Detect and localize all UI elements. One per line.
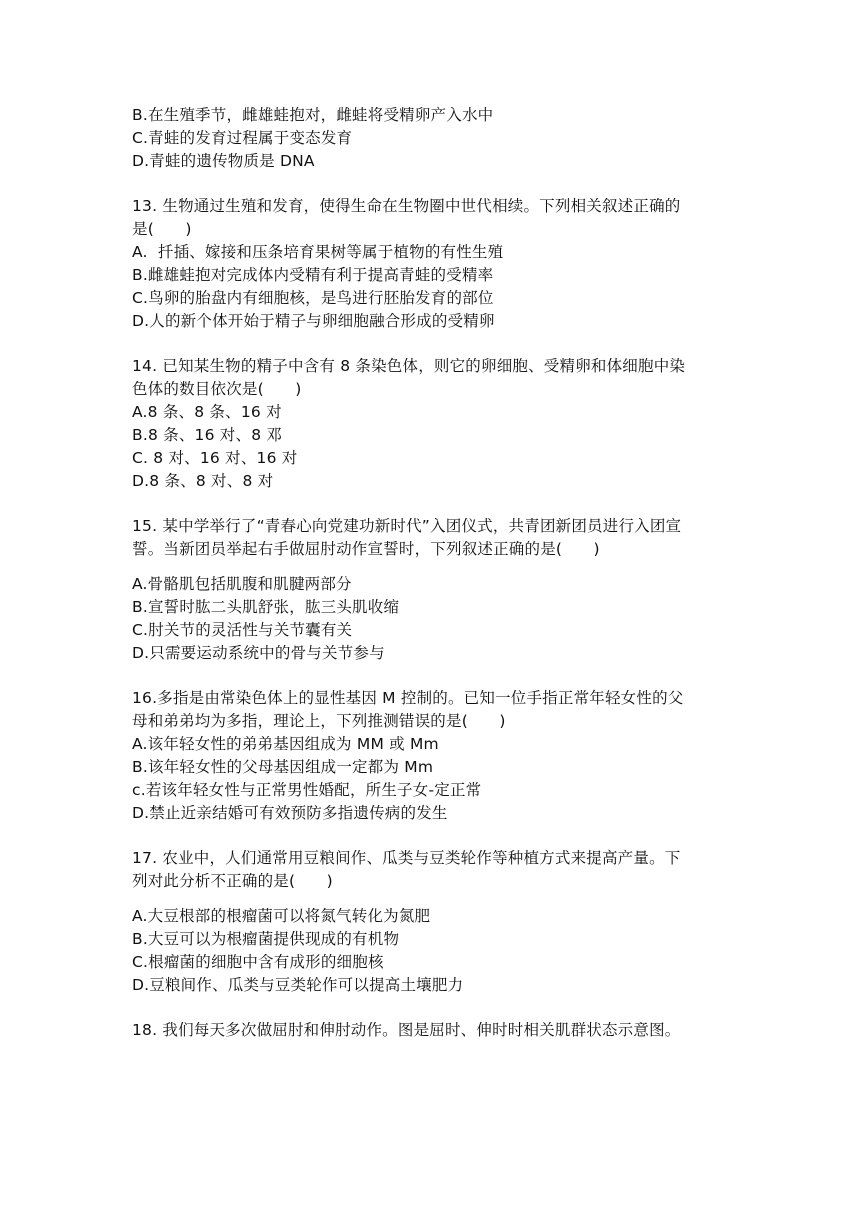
question-14 [132,355,737,493]
question-title-line: 14. 已知某生物的精子中含有 8 条染色体，则它的卵细胞、受精卵和体细胞中染 [132,357,686,375]
document-page [132,104,737,1064]
question-17 [132,847,737,997]
option-c: C.青蛙的发育过程属于变态发育 [132,129,353,147]
question-18 [132,1019,737,1042]
option-d: D.8 条、8 对、8 对 [132,472,274,490]
option-b: B.8 条、16 对、8 邓 [132,426,283,444]
option-c: c.若该年轻女性与正常男性婚配，所生子女-定正常 [132,781,482,799]
question-title-line: 13. 生物通过生殖和发育，使得生命在生物圈中世代相续。下列相关叙述正确的 [132,197,681,215]
option-b: B.该年轻女性的父母基因组成一定都为 Mm [132,758,434,776]
spacer [132,893,737,905]
option-c: C.鸟卵的胎盘内有细胞核，是鸟进行胚胎发育的部位 [132,289,494,307]
question-13 [132,195,737,333]
option-a: A. 扦插、嫁接和压条培育果树等属于植物的有性生殖 [132,243,504,261]
option-b: B.在生殖季节，雌雄蛙抱对，雌蛙将受精卵产入水中 [132,106,494,124]
option-d: D.青蛙的遗传物质是 DNA [132,152,315,170]
option-b: B.大豆可以为根瘤菌提供现成的有机物 [132,930,400,948]
spacer [132,561,737,573]
option-b: B.雌雄蛙抱对完成体内受精有利于提高青蛙的受精率 [132,266,494,284]
option-c: C. 8 对、16 对、16 对 [132,449,298,467]
question-title-line: 是( ) [132,220,192,238]
question-title-line: 17. 农业中，人们通常用豆粮间作、瓜类与豆类轮作等种植方式来提高产量。下 [132,849,681,867]
question-title-line: 列对此分析不正确的是( ) [132,872,333,890]
option-d: D.禁止近亲结婚可有效预防多指遗传病的发生 [132,804,448,822]
option-a: A.8 条、8 条、16 对 [132,403,282,421]
question-title-line: 16.多指是由常染色体上的显性基因 M 控制的。已知一位手指正常年轻女性的父 [132,689,684,707]
question-title-line: 18. 我们每天多次做屈肘和伸肘动作。图是屈时、伸时时相关肌群状态示意图。 [132,1021,681,1039]
question-title-line: 色体的数目依次是( ) [132,380,302,398]
option-d: D.人的新个体开始于精子与卵细胞融合形成的受精卵 [132,312,495,330]
option-d: D.豆粮间作、瓜类与豆类轮作可以提高土壤肥力 [132,976,464,994]
question-title-line: 母和弟弟均为多指，理论上，下列推测错误的是( ) [132,712,506,730]
option-b: B.宣誓时肱二头肌舒张，肱三头肌收缩 [132,598,400,616]
question-title-line: 誓。当新团员举起右手做屈肘动作宣誓时，下列叙述正确的是( ) [132,540,600,558]
question-15 [132,515,737,665]
option-a: A.大豆根部的根瘤菌可以将氮气转化为氮肥 [132,907,431,925]
option-a: A.该年轻女性的弟弟基因组成为 MM 或 Mm [132,735,439,753]
option-a: A.骨骼肌包括肌腹和肌腱两部分 [132,575,352,593]
question-16 [132,687,737,825]
option-d: D.只需要运动系统中的骨与关节参与 [132,644,385,662]
option-c: C.根瘤菌的细胞中含有成形的细胞核 [132,953,384,971]
question-12-tail [132,104,737,173]
question-title-line: 15. 某中学举行了“青春心向党建功新时代”入团仪式，共青团新团员进行入团宣 [132,517,682,535]
option-c: C.肘关节的灵活性与关节囊有关 [132,621,353,639]
